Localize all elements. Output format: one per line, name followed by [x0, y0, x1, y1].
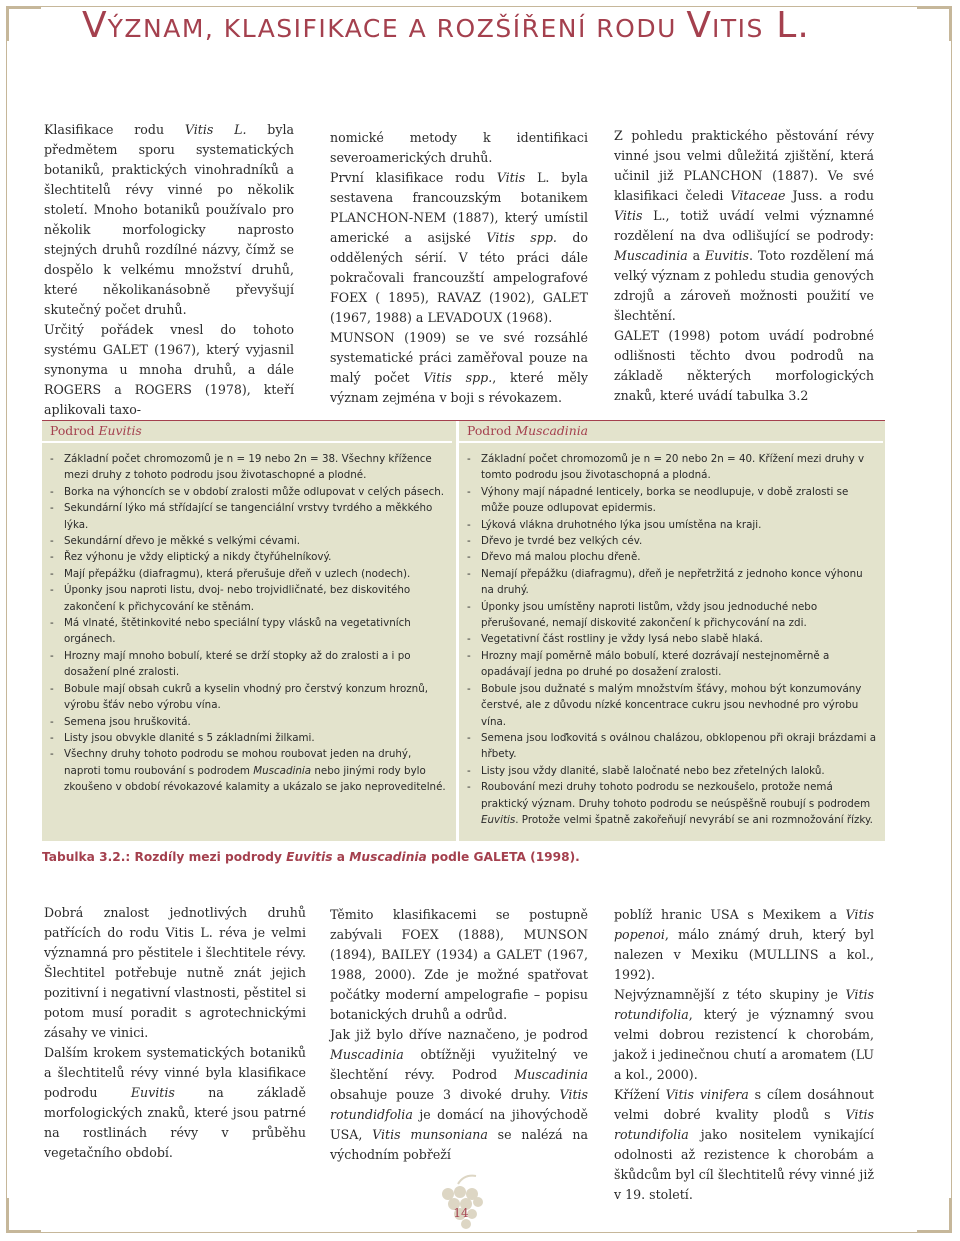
- list-item-text: Sekundární dřevo je měkké s velkými cévami.: [64, 535, 301, 548]
- list-item: [467, 517, 877, 533]
- body-column-2: [330, 905, 588, 1165]
- frame-corner: [7, 7, 41, 41]
- list-item: [467, 599, 877, 632]
- list-item: [467, 549, 877, 565]
- list-dash: -: [50, 748, 54, 761]
- list-item: [467, 779, 877, 828]
- list-item: [50, 566, 446, 582]
- list-item-text: Semena jsou hruškovitá.: [64, 715, 191, 728]
- list-dash: -: [50, 584, 54, 597]
- list-item-text: Listy jsou vždy dlanité, slabě laločnaté nebo bez zřetelných laloků.: [481, 764, 825, 777]
- list-dash: -: [467, 518, 471, 531]
- table-header-euvitis: Podrod Euvitis: [42, 421, 452, 443]
- list-dash: -: [50, 682, 54, 695]
- page-title: VÝZNAM, KLASIFIKACE A ROZŠÍŘENÍ RODU VITIS L.: [82, 5, 810, 46]
- paragraph: Nejvýznamnější z této skupiny je Vitis rotundifolia, který je významný svou velmi dobrou rezistencí k chorobám, jakož i jedinečnou chutí a aromatem (LU a kol., 2000).: [614, 987, 874, 1082]
- table-column-euvitis: [42, 421, 452, 841]
- list-item-text: Roubování mezi druhy tohoto podrodu se nezkoušelo, protože nemá praktický význam. Druhy tohoto podrodu se neúspěšně roubují s podrodem Euvitis. Protože velmi špatně zakořeňují nevyrábí se ani rozmnožování řízky.: [481, 781, 873, 826]
- list-item-text: Nemají přepážku (diafragmu), dřeň je nepřetržitá z jednoho konce výhonu na druhý.: [481, 567, 863, 597]
- list-item-text: Listy jsou obvykle dlanité s 5 základními žilkami.: [64, 731, 315, 744]
- list-item: [467, 451, 877, 484]
- list-item-text: Řez výhonu je vždy eliptický a nikdy čtyřúhelníkový.: [64, 551, 332, 564]
- list-item: [50, 746, 446, 795]
- paragraph: Dalším krokem systematických botaniků a šlechtitelů révy vinné byla klasifikace podrodu Euvitis na základě morfologických znaků, které jsou patrné na rostlinách révy v průběhu vegetačního období.: [44, 1045, 307, 1160]
- list-item-text: Semena jsou loďkovitá s oválnou chalázou, obklopenou při okraji brázdami a hřbety.: [481, 731, 877, 761]
- list-dash: -: [467, 649, 471, 662]
- list-item: [50, 582, 446, 615]
- list-dash: -: [50, 715, 54, 728]
- list-item-text: Má vlnaté, štětinkovité nebo speciální typy vlásků na vegetativních orgánech.: [64, 617, 411, 646]
- paragraph: Dobrá znalost jednotlivých druhů patřících do rodu Vitis L. réva je velmi významná pro pěstitele i šlechtitele révy. Šlechtitel potřebuje nutně znát jejich pozitivní i negativní vlastnosti, pěstitel si potom musí poradit s agrotechnickými zásahy ve vinici.: [44, 905, 306, 1040]
- list-item: [50, 500, 446, 533]
- intro-column-3: [614, 126, 874, 406]
- list-item: [50, 484, 446, 500]
- list-item: [50, 714, 446, 730]
- list-dash: -: [50, 453, 54, 465]
- list-item: [50, 648, 446, 681]
- body-column-1: [44, 903, 306, 1163]
- list-item-text: Základní počet chromozomů je n = 20 nebo 2n = 40. Křížení mezi druhy v tomto podrodu jsou životaschopná a plodná.: [481, 453, 865, 482]
- intro-column-1: [44, 120, 294, 420]
- list-dash: -: [467, 731, 471, 744]
- list-dash: -: [467, 551, 471, 564]
- list-item-text: Základní počet chromozomů je n = 19 nebo 2n = 38. Všechny křížence mezi druhy z tohoto podrodu jsou životaschopné a plodné.: [64, 453, 432, 482]
- intro-column-2: [330, 128, 588, 408]
- muscadinia-list: [467, 451, 877, 828]
- frame-corner: [917, 1198, 951, 1232]
- list-dash: -: [467, 567, 471, 580]
- list-item: [467, 566, 877, 599]
- list-item-text: Bobule mají obsah cukrů a kyselin vhodný pro čerstvý konzum hroznů, výrobu šťáv nebo výrobu vína.: [64, 682, 428, 712]
- list-item-text: Hrozny mají mnoho bobulí, které se drží stopky až do zralosti a i po dosažení plné zralosti.: [64, 649, 411, 679]
- body-column-3: [614, 905, 874, 1205]
- paragraph: Jak již bylo dříve naznačeno, je podrod Muscadinia obtížněji využitelný ve šlechtění révy. Podrod Muscadinia obsahuje pouze 3 divoké druhy. Vitis rotundidfolia je domácí na jihovýchodě USA, Vitis munsoniana se nalézá na východním pobřeží: [330, 1027, 589, 1162]
- frame-corner: [7, 1198, 41, 1232]
- list-item-text: Dřevo má malou plochu dřeně.: [481, 551, 641, 564]
- list-dash: -: [467, 453, 471, 465]
- list-item-text: Vegetativní část rostliny je vždy lysá nebo slabě hlaká.: [481, 633, 763, 646]
- list-dash: -: [50, 649, 54, 662]
- list-dash: -: [50, 551, 54, 564]
- list-dash: -: [467, 600, 471, 613]
- table-column-muscadinia: [456, 421, 885, 841]
- table-caption: Tabulka 3.2.: Rozdíly mezi podrody Euvitis a Muscadinia podle GALETA (1998).: [42, 850, 580, 864]
- euvitis-list: [50, 451, 446, 796]
- list-dash: -: [50, 535, 54, 548]
- list-item: [467, 631, 877, 647]
- list-item: [50, 451, 446, 484]
- list-item: [467, 681, 877, 730]
- list-item: [467, 648, 877, 681]
- list-item: [467, 484, 877, 517]
- paragraph: GALET (1998) potom uvádí podrobné odlišnosti těchto dvou podrodů na základě některých morfologických znaků, které uvádí tabulka 3.2: [614, 328, 874, 403]
- list-item-text: Borka na výhoncích se v období zralosti může odlupovat v celých pásech.: [64, 485, 445, 498]
- list-dash: -: [467, 764, 471, 777]
- list-item: [50, 615, 446, 648]
- list-dash: -: [50, 731, 54, 744]
- paragraph: Klasifikace rodu Vitis L. byla předmětem sporu systematických botaniků, praktických vinohradníků a šlechtitelů révy vinné po několik století. Mnoho botaniků používalo pro několik morfologicky naprosto stejných druhů rozdílné názvy, čímž se dospělo k velkému množství druhů, které několikanásobně převyšují skutečný počet druhů.: [44, 122, 294, 317]
- list-item-text: Dřevo je tvrdé bez velkých cév.: [481, 535, 643, 548]
- list-item-text: Bobule jsou dužnaté s malým množstvím šťávy, mohou být konzumovány čerstvé, ale z důvodu nízké koncentrace cukru jsou nevhodné pro výrobu vína.: [481, 682, 862, 728]
- list-item-text: Hrozny mají poměrně málo bobulí, které dozrávají nestejnoměrně a opadávají jedna po druhé po dosažení zralosti.: [481, 649, 830, 679]
- list-dash: -: [467, 535, 471, 548]
- list-dash: -: [50, 485, 54, 498]
- paragraph: Určitý pořádek vnesl do tohoto systému GALET (1967), který vyjasnil synonyma u mnoha druhů, a dále ROGERS a ROGERS (1978), kteří aplikovali taxo-: [44, 322, 294, 417]
- list-dash: -: [50, 502, 54, 515]
- table-header-muscadinia: Podrod Muscadinia: [459, 421, 883, 443]
- list-item-text: Úponky jsou umístěny naproti listům, vždy jsou jednoduché nebo přerušované, nemají diskovité zakončení k přichycování na zdi.: [481, 600, 818, 630]
- list-item-text: Mají přepážku (diafragmu), která přerušuje dřeň v uzlech (nodech).: [64, 567, 411, 580]
- list-item: [467, 763, 877, 779]
- paragraph: Těmito klasifikacemi se postupně zabývali FOEX (1888), MUNSON (1894), BAILEY (1934) a GALET (1967, 1988, 2000). Zde je možné spatřovat počátky moderní ampelografie – popisu botanických druhů a odrůd.: [330, 907, 588, 1022]
- list-dash: -: [467, 781, 471, 794]
- list-item-text: Všechny druhy tohoto podrodu se mohou roubovat jeden na druhý, naproti tomu roubování s podrodem Muscadinia nebo jinými rody bylo zkoušeno v období révokazové kalamity a ukázalo se jako neproveditelné.: [64, 748, 446, 794]
- paragraph: nomické metody k identifikaci severoamerických druhů.: [330, 130, 588, 165]
- comparison-table: [42, 420, 885, 841]
- grape-cluster-icon: [418, 1172, 508, 1232]
- list-dash: -: [50, 567, 54, 580]
- list-dash: -: [467, 633, 471, 646]
- list-item-text: Výhony mají nápadné lenticely, borka se neodlupuje, v době zralosti se může pouze odlupovat epidermis.: [481, 485, 849, 515]
- list-item-text: Lýková vlákna druhotného lýka jsou umístěna na kraji.: [481, 518, 762, 531]
- paragraph: MUNSON (1909) se ve své rozsáhlé systematické práci zaměřoval pouze na malý počet Vitis spp., které měly význam zejména v boji s révokazem.: [330, 330, 589, 405]
- frame-corner: [917, 7, 951, 41]
- list-item: [467, 730, 877, 763]
- list-item: [50, 549, 446, 565]
- list-dash: -: [50, 617, 54, 630]
- paragraph: Z pohledu praktického pěstování révy vinné jsou velmi důležitá zjištění, která učinil již PLANCHON (1887). Ve své klasifikaci čeledi Vitaceae Juss. a rodu Vitis L., totiž uvádí velmi významné rozdělení na dva odlišující se podrody: Muscadinia a Euvitis. Toto rozdělení má velký význam z pohledu studia genových zdrojů a zároveň možnosti použití ve šlechtění.: [614, 128, 874, 323]
- list-dash: -: [467, 682, 471, 695]
- list-item: [50, 533, 446, 549]
- list-dash: -: [467, 485, 471, 498]
- list-item-text: Sekundární lýko má střídající se tangenciální vrstvy tvrdého a měkkého lýka.: [64, 502, 433, 531]
- list-item: [50, 681, 446, 714]
- paragraph: poblíž hranic USA s Mexikem a Vitis popenoi, málo známý druh, který byl nalezen v Mexiku (MULLINS a kol., 1992).: [614, 907, 874, 982]
- list-item: [50, 730, 446, 746]
- paragraph: Křížení Vitis vinifera s cílem dosáhnout velmi dobré kvality plodů s Vitis rotundifolia jako nositelem vynikající odolnosti až rezistence k chorobám a škůdcům byl cíl šlechtitelů révy vinné již v 19. století.: [614, 1087, 874, 1202]
- page-number: 14: [453, 1206, 469, 1220]
- list-item: [467, 533, 877, 549]
- paragraph: První klasifikace rodu Vitis L. byla sestavena francouzským botanikem PLANCHON-NEM (1887), který umístil americké a asijské Vitis spp. do oddělených sérií. V této práci dále pokračovali francouzští ampelografové FOEX ( 1895), RAVAZ (1902), GALET (1967, 1988) a LEVADOUX (1968).: [330, 170, 589, 325]
- list-item-text: Úponky jsou naproti listu, dvoj- nebo trojvidličnaté, bez diskovitého zakončení k přichycování ke stěnám.: [64, 584, 411, 613]
